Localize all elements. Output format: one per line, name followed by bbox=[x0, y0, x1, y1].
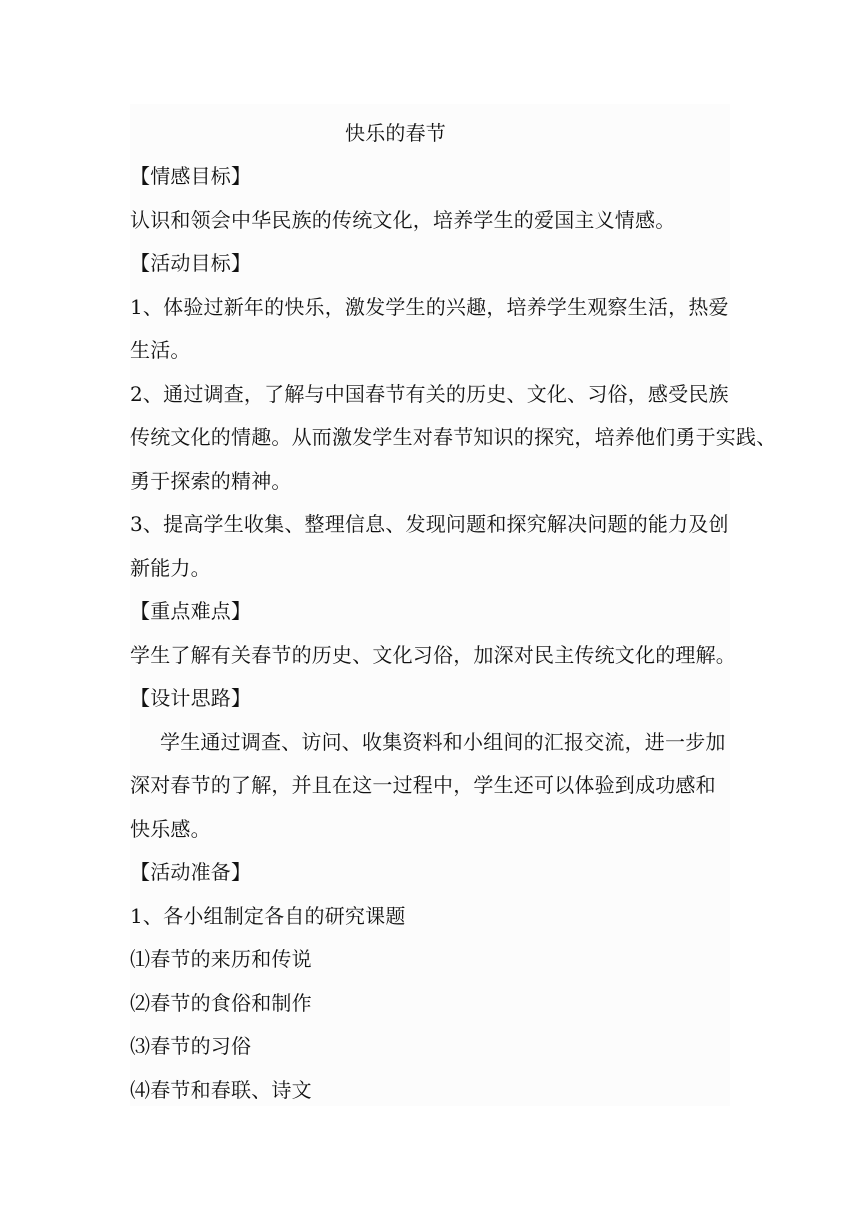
prep-item: ⑴春节的来历和传说 bbox=[130, 947, 312, 971]
activity-goal-line: 生活。 bbox=[130, 338, 191, 362]
prep-item: 1、各小组制定各自的研究课题 bbox=[130, 904, 406, 928]
key-points-text: 学生了解有关春节的历史、文化习俗，加深对民主传统文化的理解。 bbox=[130, 643, 736, 667]
prep-item: ⑵春节的食俗和制作 bbox=[130, 991, 312, 1015]
prep-item: ⑷春节和春联、诗文 bbox=[130, 1078, 312, 1102]
activity-goal-line: 1、体验过新年的快乐，激发学生的兴趣，培养学生观察生活，热爱 bbox=[130, 295, 729, 319]
activity-goal-line: 勇于探索的精神。 bbox=[130, 469, 292, 493]
document-title: 快乐的春节 bbox=[345, 121, 446, 145]
heading-emotion-goal: 【情感目标】 bbox=[130, 164, 252, 188]
heading-activity-goal: 【活动目标】 bbox=[130, 251, 252, 275]
design-idea-line: 深对春节的了解，并且在这一过程中，学生还可以体验到成功感和 bbox=[130, 773, 716, 797]
activity-goal-line: 3、提高学生收集、整理信息、发现问题和探究解决问题的能力及创 bbox=[130, 512, 729, 536]
activity-goal-line: 新能力。 bbox=[130, 556, 211, 580]
heading-key-points: 【重点难点】 bbox=[130, 599, 252, 623]
heading-activity-prep: 【活动准备】 bbox=[130, 860, 252, 884]
prep-item: ⑶春节的习俗 bbox=[130, 1034, 252, 1058]
activity-goal-line: 传统文化的情趣。从而激发学生对春节知识的探究，培养他们勇于实践、 bbox=[130, 425, 777, 449]
heading-design-idea: 【设计思路】 bbox=[130, 686, 252, 710]
emotion-goal-text: 认识和领会中华民族的传统文化，培养学生的爱国主义情感。 bbox=[130, 208, 676, 232]
design-idea-line: 学生通过调查、访问、收集资料和小组间的汇报交流，进一步加 bbox=[160, 730, 726, 754]
design-idea-line: 快乐感。 bbox=[130, 817, 211, 841]
activity-goal-line: 2、通过调查，了解与中国春节有关的历史、文化、习俗，感受民族 bbox=[130, 382, 729, 406]
